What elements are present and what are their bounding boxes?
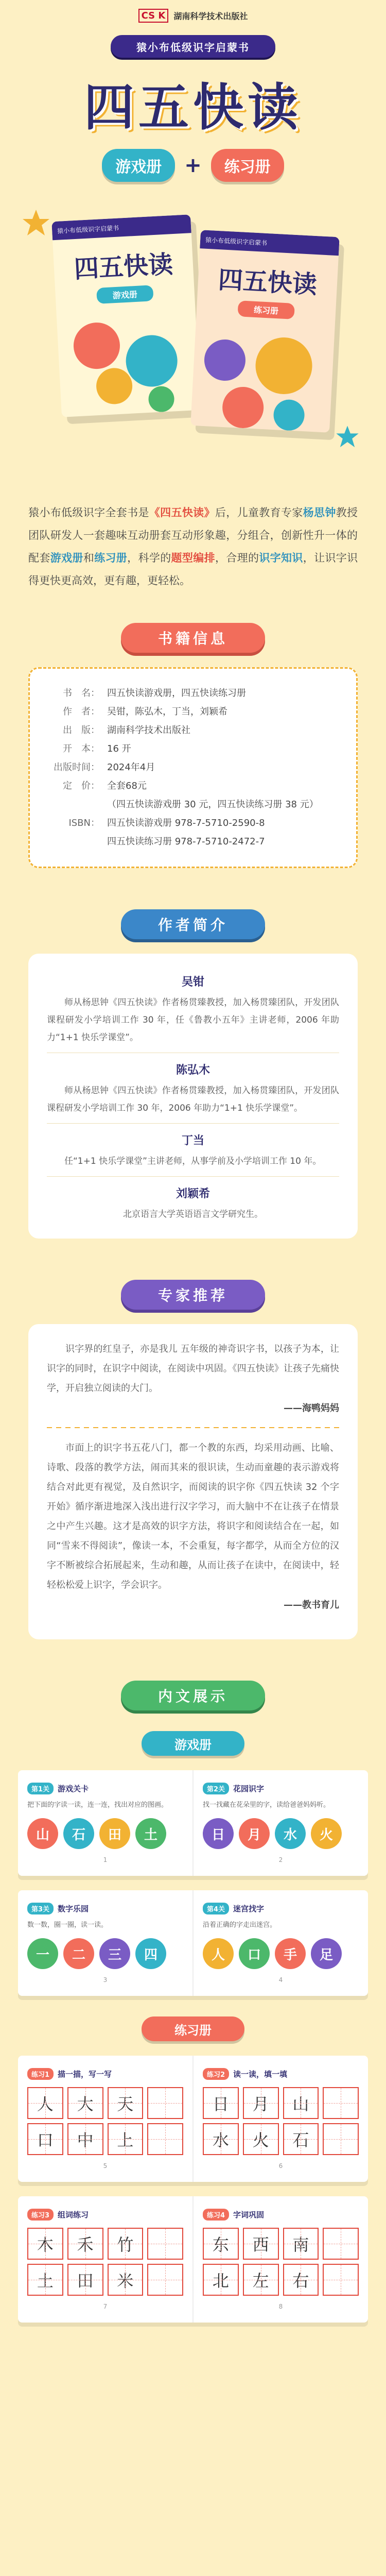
practice-book-pill: 练习册 [211,149,284,182]
cover-title: 四五快读 [217,265,318,300]
section-title-recommend: 专家推荐 [121,1280,265,1310]
book-page: 练习2 读一读，填一填 日 月 山 水 火 石 6 [192,2056,368,2182]
practice-spread [18,2196,368,2323]
recommend-sign: ——教书育儿 [284,1600,339,1611]
book-page: 练习3 组词练习 木 禾 竹 土 田 米 7 [18,2196,192,2323]
game-book-pill: 游戏册 [102,149,175,182]
author-desc: 北京语言大学英语语言文学研究生。 [123,1209,263,1219]
practice-spread [18,2056,368,2182]
book-page: 练习1 描一描，写一写 人 大 天 口 中 上 5 [18,2056,192,2182]
info-row: 定 价： 全套68元 （四五快读游戏册 30 元，四五快读练习册 38 元） [63,781,319,810]
game-spread [18,1770,368,1876]
publisher-logo: CS K [138,9,169,23]
book-info-card [28,667,358,868]
author-entry [47,1130,339,1170]
cover-illustration [190,323,335,433]
recommend-section [0,1280,386,1639]
author-name: 刘颖希 [176,1188,210,1200]
book-page: 第4关 迷宫找字 沿着正确的字走出迷宫。 人 口 手 足 4 [192,1890,368,1996]
author-name: 丁当 [181,1134,204,1147]
cover-tag: 游戏册 [96,285,153,304]
info-row: 书 名： 四五快读游戏册，四五快读练习册 [63,688,246,699]
book-covers [0,197,386,486]
recommend-text: 识字界的红皇子，亦是我儿 五年级的神奇识字书，以孩子为本，让识字的同时，在识字中阅读，在阅读中巩固。《四五快读》让孩子先痛快学，开启独立阅读的大门。 [47,1344,339,1394]
author-desc: 任“1+1 快乐学课堂”主讲老师，从事学前及小学培训工作 10 年。 [64,1156,322,1166]
game-book-cover [51,214,201,417]
showcase-section [0,1681,386,2323]
showcase-tab-practice: 练习册 [142,2016,244,2041]
publisher-name: 湖南科学技术出版社 [173,11,248,21]
intro-paragraph: 猿小布低级识字全套书是《四五快读》后，儿童教育专家杨思钟教授团队研发人一套趣味互动册套互动形象趣，分组合，创新性升一体的配套游戏册和练习册，科学的题型编排，合理的识字知识，让识字识得更快更高效，更有趣，更轻松。 [28,506,358,587]
authors-card [28,954,358,1239]
recommend-sign: ——海鸭妈妈 [284,1403,339,1414]
subtitle-row [0,149,386,182]
author-entry [47,971,339,1046]
main-title: 四五快读 [83,78,302,137]
info-row: 开 本： 16 开 [63,743,131,754]
info-row: 出 版： 湖南科学技术出版社 [63,725,190,736]
plus-sign: + [184,154,202,177]
recommend-card [28,1324,358,1639]
series-ribbon: 猿小布低级识字启蒙书 [111,35,275,58]
recommend-text: 市面上的识字书五花八门，都一个教的东西，均采用动画、比喻、诗歌、段落的教学方法，闹而其来的很识读，生动而童趣的表示游戏将结合对此更有视觉，及自然识字，而阅读的识字你《四五快读 32 个字开始》循序渐进地深入浅出进行汉字学习，而大脑中不在让孩子在情景之中产生兴趣。这才是高效的识字方法，将识字和阅读结合在一起，如同“雪来不得阅读”，像读一本，不会重复，每字都学，从而全方位的汉字不断被综合拓展起来，生动和趣，从而让孩子在读中，在阅读中，轻轻松松爱上识字，学会识字。 [47,1443,339,1590]
author-name: 吴钳 [181,976,204,989]
section-title-showcase: 内文展示 [121,1681,265,1710]
authors-section [0,909,386,1239]
star-icon [335,424,360,450]
star-icon [21,208,51,239]
showcase-tab-game: 游戏册 [142,1731,244,1756]
cover-series: 猿小布低级识字启蒙书 [200,230,340,256]
book-info-section [0,623,386,868]
practice-book-cover [190,230,340,433]
author-name: 陈弘木 [176,1064,210,1077]
author-desc: 师从杨思钟《四五快读》作者杨贯臻教授，加入杨贯臻团队，开发团队课程研发小学培训工作 30 年，任《鲁教小五年》主讲老师，2006 年助力“1+1 快乐学课堂”。 [47,997,339,1043]
author-entry [47,1183,339,1223]
info-row: 出版时间： 2024年4月 [54,762,155,773]
section-title-info: 书籍信息 [121,623,265,653]
cover-series: 猿小布低级识字启蒙书 [51,214,191,240]
game-spread [18,1890,368,1996]
info-row: 作 者： 吴钳，陈弘木，丁当，刘颖希 [63,706,227,717]
author-entry [47,1059,339,1117]
info-row: ISBN： 四五快读游戏册 978-7-5710-2590-8 四五快读练习册 978-7-5710-2472-7 [68,818,265,847]
book-page: 第2关 花园识字 找一找藏在花朵里的字，读给爸爸妈妈听。 日 月 水 火 2 [192,1770,368,1876]
author-desc: 师从杨思钟《四五快读》作者杨贯臻教授，加入杨贯臻团队，开发团队课程研发小学培训工作 30 年，2006 年助力“1+1 快乐学课堂”。 [47,1086,339,1113]
publisher-bar [0,0,386,31]
cover-tag: 练习册 [237,300,294,319]
book-page: 第3关 数字乐园 数一数，圈一圈，读一读。 一 二 三 四 3 [18,1890,192,1996]
cover-title: 四五快读 [73,250,174,284]
cover-illustration [57,307,201,417]
section-title-authors: 作者简介 [121,909,265,939]
book-page: 练习4 字词巩固 东 西 南 北 左 右 8 [192,2196,368,2323]
book-page: 第1关 游戏关卡 把下面的字读一读，连一连，找出对应的图画。 山 石 田 土 1 [18,1770,192,1876]
